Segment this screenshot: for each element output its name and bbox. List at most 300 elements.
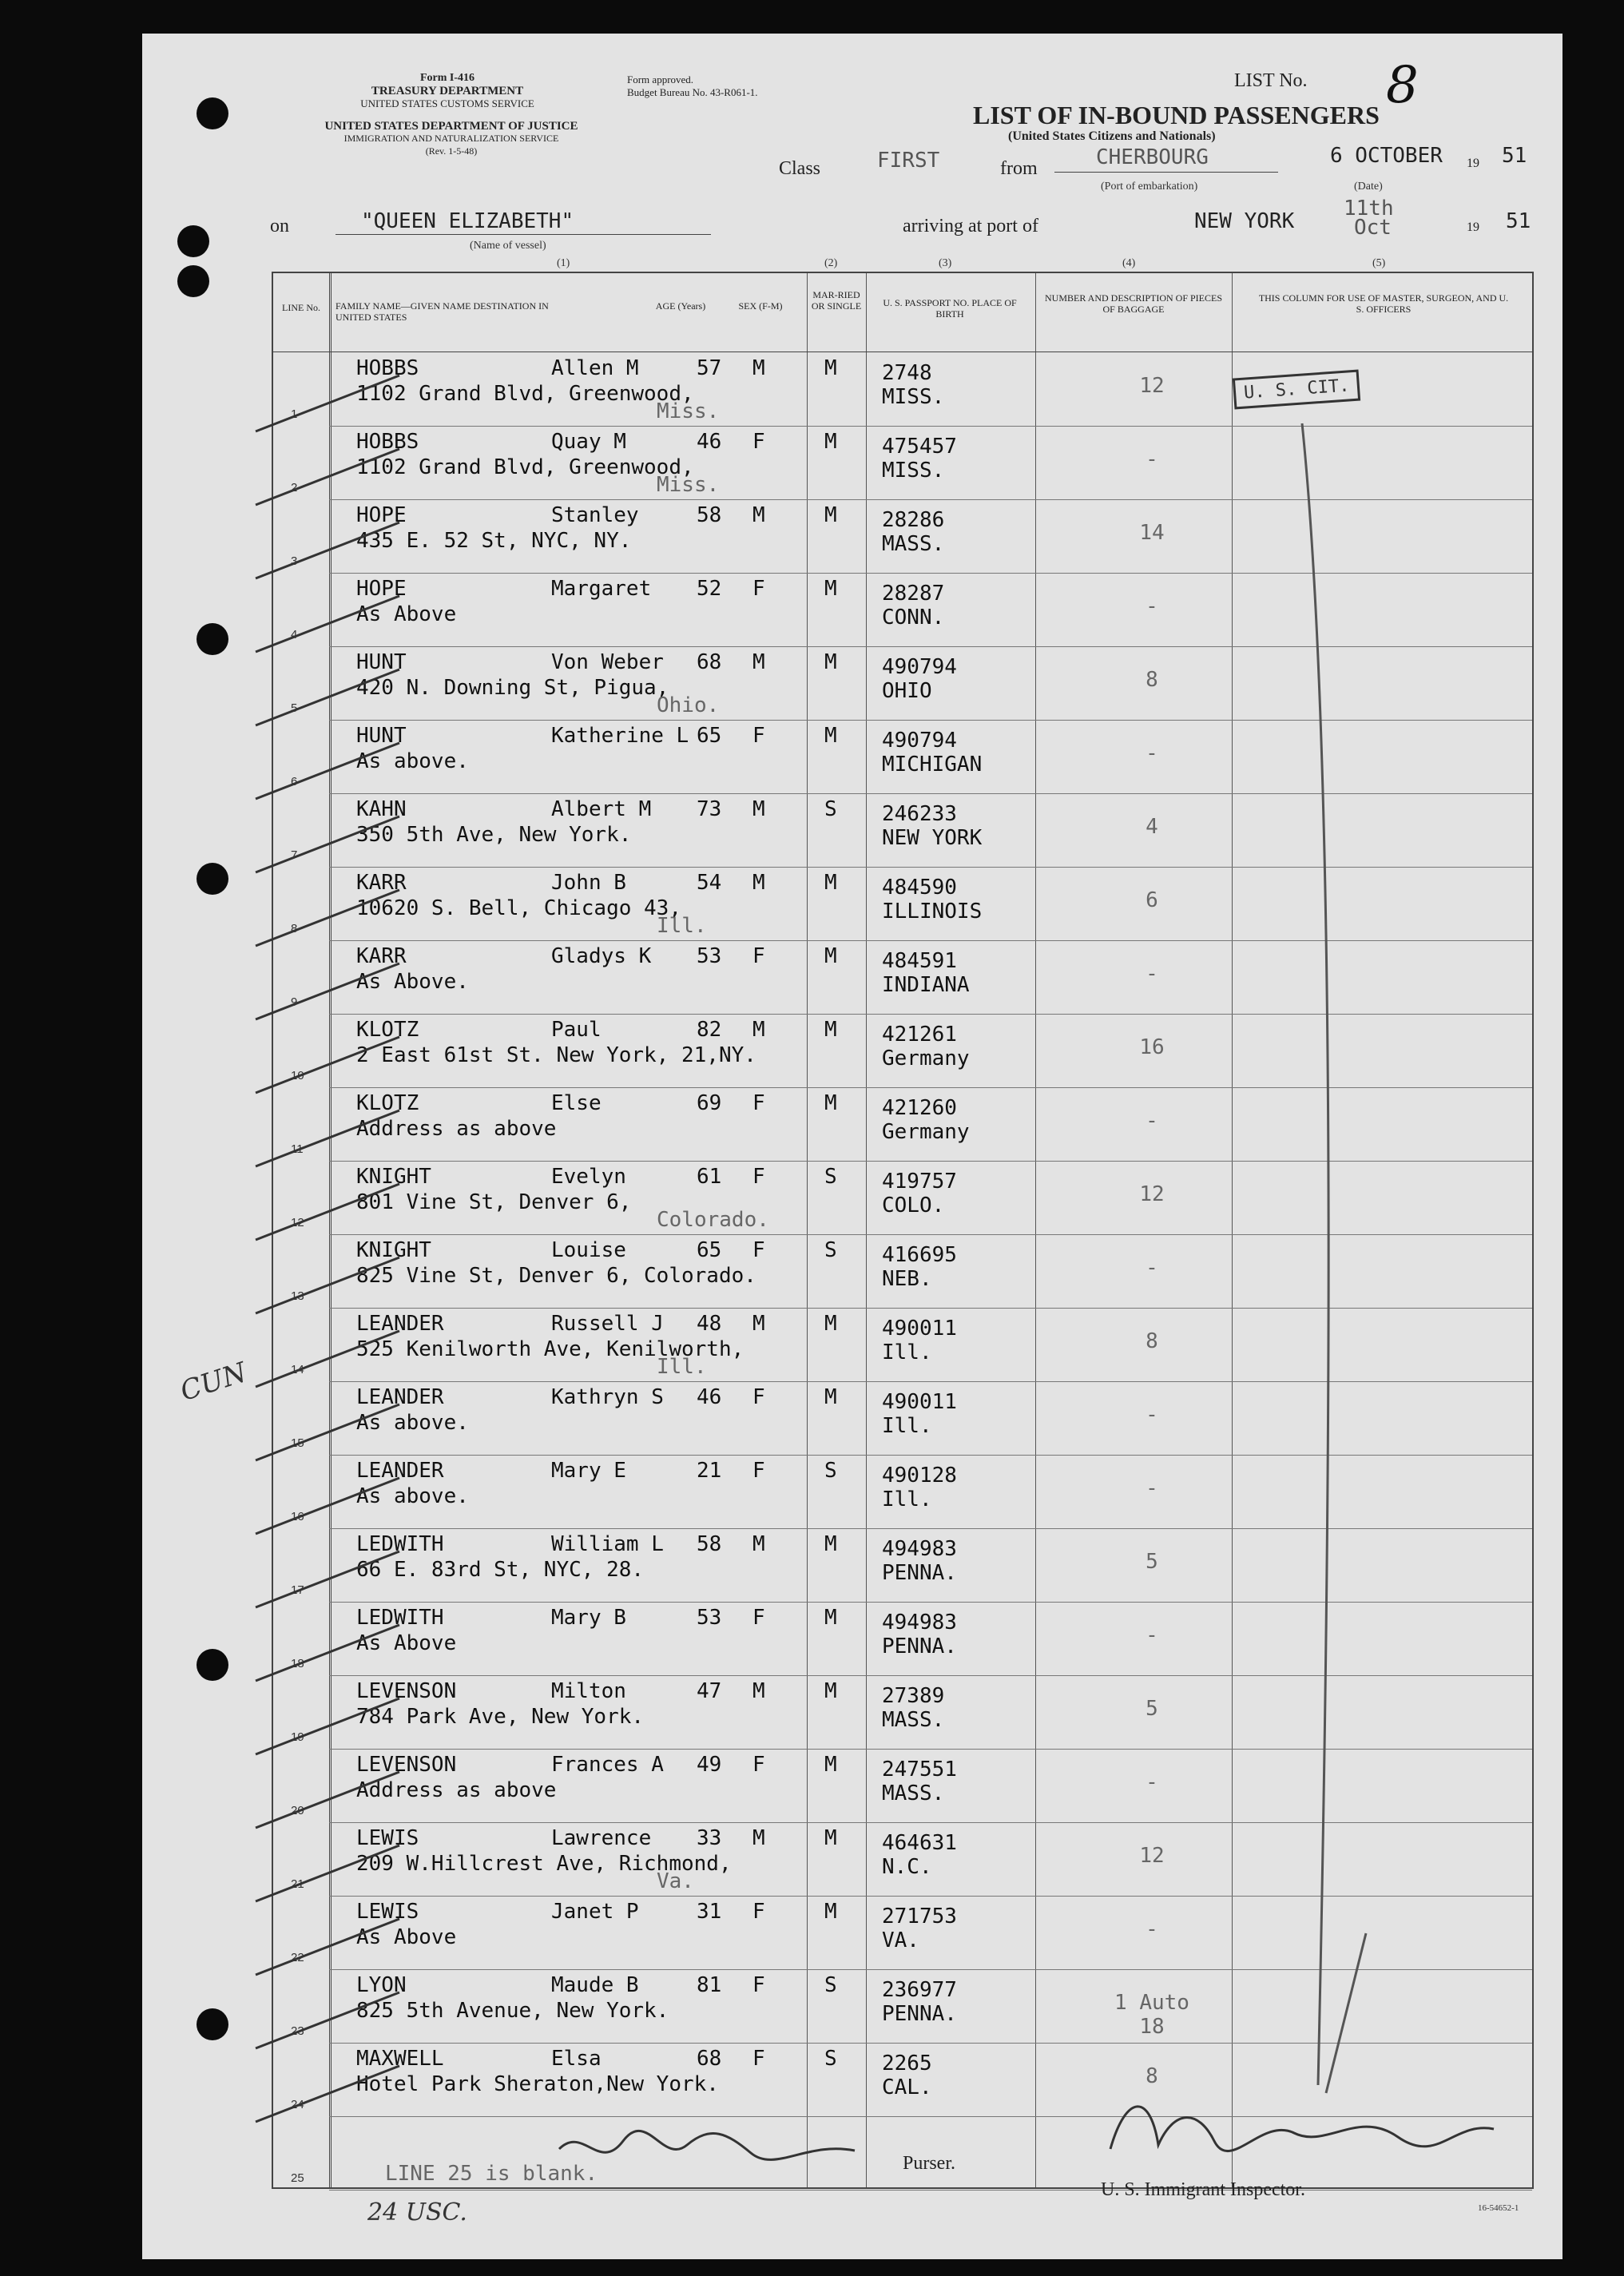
destination-address: 825 5th Avenue, New York. <box>356 1999 669 2023</box>
destination-address-cont: Ohio. <box>657 693 720 717</box>
baggage: - <box>1146 594 1158 618</box>
usc-note: 24 USC. <box>367 2199 467 2226</box>
arrival-port: NEW YORK <box>1194 209 1295 233</box>
line-number: 13 <box>291 1289 304 1303</box>
family-name: KLOTZ <box>356 1018 419 1042</box>
sex: F <box>752 1900 765 1924</box>
family-name: HOPE <box>356 577 407 601</box>
given-name: Elsa <box>551 2047 602 2071</box>
birth-place: COLO. <box>882 1194 945 1217</box>
birth-place: Germany <box>882 1047 970 1070</box>
form-code: 16-54652-1 <box>1478 2203 1519 2213</box>
age: 46 <box>697 430 722 454</box>
line-number: 22 <box>291 1951 304 1964</box>
baggage: 5 <box>1146 1550 1158 1574</box>
marital-status: M <box>824 430 837 454</box>
budget-bureau: Budget Bureau No. 43-R061-1. <box>627 86 758 98</box>
marital-status: M <box>824 356 837 380</box>
destination-address-cont: Miss. <box>657 399 720 423</box>
punch-hole <box>197 2008 228 2040</box>
passport-number: 2748 <box>882 361 932 385</box>
given-name: Allen M <box>551 356 639 380</box>
line-number: 18 <box>291 1657 304 1670</box>
family-name: KARR <box>356 944 407 968</box>
pencil-tick <box>256 669 399 725</box>
destination-address: Hotel Park Sheraton,New York. <box>356 2072 719 2096</box>
birth-place: Germany <box>882 1120 970 1144</box>
pencil-tick <box>256 1478 399 1534</box>
destination-address-cont: Ill. <box>657 914 707 938</box>
pencil-tick <box>256 1625 399 1681</box>
birth-place: PENNA. <box>882 1635 957 1658</box>
pencil-tick <box>256 1331 399 1387</box>
given-name: Gladys K <box>551 944 652 968</box>
sex: M <box>752 871 765 895</box>
line-number: 4 <box>291 628 298 641</box>
form-approved: Form approved. <box>627 73 694 85</box>
baggage: 12 <box>1139 1844 1165 1868</box>
line-number: 12 <box>291 1216 304 1229</box>
pencil-tick <box>256 1404 399 1460</box>
passport-number: 421261 <box>882 1023 957 1047</box>
passport-number: 2265 <box>882 2052 932 2075</box>
rule <box>336 234 711 235</box>
given-name: Frances A <box>551 1753 664 1777</box>
baggage: - <box>1146 1917 1158 1941</box>
birth-place: VA. <box>882 1928 919 1952</box>
family-name: HUNT <box>356 724 407 748</box>
pencil-tick <box>256 1919 399 1975</box>
birth-place: CAL. <box>882 2075 932 2099</box>
given-name: Mary B <box>551 1606 626 1630</box>
given-name: Evelyn <box>551 1165 626 1189</box>
destination-address: 209 W.Hillcrest Ave, Richmond, <box>356 1852 732 1876</box>
pencil-tick <box>256 1037 399 1093</box>
marital-status: M <box>824 1018 837 1042</box>
family-name: LEDWITH <box>356 1532 444 1556</box>
age: 47 <box>697 1679 722 1703</box>
pencil-ticks <box>240 367 607 2205</box>
line-number: 23 <box>291 2024 304 2038</box>
list-number: 8 <box>1386 56 1419 115</box>
pencil-tick <box>256 1845 399 1901</box>
baggage: 8 <box>1146 2064 1158 2088</box>
passport-number: 246233 <box>882 802 957 826</box>
family-name: LEANDER <box>356 1385 444 1409</box>
line-number: 11 <box>291 1142 304 1156</box>
given-name: John B <box>551 871 626 895</box>
marital-status: M <box>824 1900 837 1924</box>
col-header-age: AGE (Years) <box>655 300 706 312</box>
pencil-tick <box>256 596 399 652</box>
family-name: LEWIS <box>356 1826 419 1850</box>
age: 69 <box>697 1091 722 1115</box>
vessel-caption: (Name of vessel) <box>470 240 546 252</box>
sex: M <box>752 797 765 821</box>
passport-number: 419757 <box>882 1170 957 1194</box>
sex: F <box>752 1385 765 1409</box>
age: 53 <box>697 1606 722 1630</box>
col-header-sex: SEX (F-M) <box>738 300 783 312</box>
given-name: Louise <box>551 1238 626 1262</box>
punch-hole <box>197 863 228 895</box>
destination-address: As Above <box>356 1925 457 1949</box>
baggage: - <box>1146 1623 1158 1647</box>
list-number-label: LIST No. <box>1234 70 1308 91</box>
destination-address: Address as above <box>356 1117 557 1141</box>
birth-place: NEB. <box>882 1267 932 1291</box>
treasury-dept: TREASURY DEPARTMENT <box>371 85 524 97</box>
baggage: 4 <box>1146 815 1158 839</box>
embarkation-port: CHERBOURG <box>1096 145 1209 169</box>
baggage: 6 <box>1146 888 1158 912</box>
given-name: Lawrence <box>551 1826 652 1850</box>
baggage: 14 <box>1139 521 1165 545</box>
age: 68 <box>697 650 722 674</box>
col-header-baggage: NUMBER AND DESCRIPTION OF PIECES OF BAGGAGE <box>1044 292 1223 315</box>
destination-address: 825 Vine St, Denver 6, Colorado. <box>356 1264 756 1288</box>
line-number: 9 <box>291 995 298 1009</box>
column-number: (4) <box>1122 257 1136 269</box>
family-name: HOBBS <box>356 356 419 380</box>
given-name: Mary E <box>551 1459 626 1483</box>
marital-status: M <box>824 944 837 968</box>
passport-number: 28286 <box>882 508 945 532</box>
line-number: 1 <box>291 407 298 421</box>
arrival-year: 51 <box>1506 209 1531 233</box>
birth-place: NEW YORK <box>882 826 983 850</box>
marital-status: S <box>824 1165 837 1189</box>
destination-address-cont: Miss. <box>657 473 720 497</box>
marital-status: M <box>824 1826 837 1850</box>
pencil-tick <box>256 1257 399 1313</box>
passport-number: 490794 <box>882 655 957 679</box>
given-name: Katherine L <box>551 724 689 748</box>
destination-address-cont: Ill. <box>657 1355 707 1379</box>
pencil-tick <box>256 1698 399 1754</box>
baggage: - <box>1146 1476 1158 1500</box>
punch-hole <box>197 623 228 655</box>
marital-status: S <box>824 1973 837 1997</box>
marital-status: M <box>824 724 837 748</box>
arrival-month: Oct <box>1354 216 1392 240</box>
departure-year: 51 <box>1502 144 1527 168</box>
marital-status: M <box>824 577 837 601</box>
sex: F <box>752 430 765 454</box>
sex: F <box>752 1973 765 1997</box>
pencil-tick <box>256 375 399 431</box>
age: 68 <box>697 2047 722 2071</box>
pencil-tick <box>256 449 399 505</box>
age: 65 <box>697 724 722 748</box>
baggage: 12 <box>1139 374 1165 398</box>
pencil-tick <box>256 816 399 872</box>
sex: F <box>752 724 765 748</box>
destination-address: Address as above <box>356 1778 557 1802</box>
birth-place: Ill. <box>882 1488 932 1511</box>
family-name: KNIGHT <box>356 1165 431 1189</box>
family-name: LEDWITH <box>356 1606 444 1630</box>
col-header-line: LINE No. <box>282 302 320 313</box>
given-name: Russell J <box>551 1312 664 1336</box>
destination-address-cont: Va. <box>657 1869 694 1893</box>
age: 58 <box>697 503 722 527</box>
family-name: KAHN <box>356 797 407 821</box>
pencil-tick <box>256 1551 399 1607</box>
given-name: William L <box>551 1532 664 1556</box>
age: 65 <box>697 1238 722 1262</box>
birth-place: N.C. <box>882 1855 932 1879</box>
punch-hole <box>177 225 209 257</box>
age: 57 <box>697 356 722 380</box>
destination-address: As above. <box>356 1484 469 1508</box>
sex: M <box>752 1826 765 1850</box>
marital-status: S <box>824 2047 837 2071</box>
baggage: - <box>1146 1109 1158 1133</box>
ins-service: IMMIGRATION AND NATURALIZATION SERVICE <box>343 133 559 144</box>
col-header-name: FAMILY NAME—GIVEN NAME DESTINATION IN UNITED STATES <box>336 300 549 323</box>
given-name: Milton <box>551 1679 626 1703</box>
passport-number: 247551 <box>882 1758 957 1781</box>
sex: M <box>752 356 765 380</box>
form-revision: (Rev. 1-5-48) <box>425 145 478 157</box>
baggage: - <box>1146 1770 1158 1794</box>
destination-address: LINE 25 is blank. <box>385 2162 598 2186</box>
col-header-married: MAR-RIED OR SINGLE <box>811 289 862 312</box>
pencil-tick <box>256 890 399 946</box>
line-number: 20 <box>291 1804 304 1817</box>
birth-place: MISS. <box>882 459 945 483</box>
given-name: Albert M <box>551 797 652 821</box>
line-number: 6 <box>291 775 298 788</box>
pencil-tick <box>256 963 399 1019</box>
pencil-tick <box>256 2066 399 2122</box>
baggage: - <box>1146 447 1158 471</box>
birth-place: ILLINOIS <box>882 900 983 924</box>
marital-status: M <box>824 1679 837 1703</box>
departure-date: 6 OCTOBER <box>1330 144 1443 168</box>
given-name: Von Weber <box>551 650 664 674</box>
passport-number: 484590 <box>882 876 957 900</box>
baggage: 5 <box>1146 1697 1158 1721</box>
passport-number: 490794 <box>882 729 957 753</box>
line-number: 17 <box>291 1583 304 1597</box>
given-name: Janet P <box>551 1900 639 1924</box>
marital-status: M <box>824 503 837 527</box>
family-name: HOBBS <box>356 430 419 454</box>
birth-place: PENNA. <box>882 2002 957 2026</box>
age: 52 <box>697 577 722 601</box>
col-header-passport: U. S. PASSPORT NO. PLACE OF BIRTH <box>883 297 1017 320</box>
rule <box>1054 172 1278 173</box>
line-number: 10 <box>291 1069 304 1082</box>
birth-place: MASS. <box>882 532 945 556</box>
on-label: on <box>270 216 289 236</box>
punch-hole <box>177 265 209 297</box>
age: 53 <box>697 944 722 968</box>
justice-dept: UNITED STATES DEPARTMENT OF JUSTICE <box>324 120 578 133</box>
baggage: 12 <box>1139 1182 1165 1206</box>
vessel-name: "QUEEN ELIZABETH" <box>361 209 574 233</box>
age: 82 <box>697 1018 722 1042</box>
marital-status: M <box>824 871 837 895</box>
marital-status: M <box>824 1091 837 1115</box>
line-number: 24 <box>291 2098 304 2111</box>
pencil-tick <box>256 522 399 578</box>
form-title: LIST OF IN-BOUND PASSENGERS <box>973 101 1380 129</box>
form-number: Form I-416 <box>419 72 475 84</box>
baggage: - <box>1146 1403 1158 1427</box>
pencil-tick <box>256 1110 399 1166</box>
year-prefix: 19 <box>1467 220 1479 234</box>
birth-place: MISS. <box>882 385 945 409</box>
age: 49 <box>697 1753 722 1777</box>
passport-number: 27389 <box>882 1684 945 1708</box>
family-name: HUNT <box>356 650 407 674</box>
marital-status: S <box>824 797 837 821</box>
birth-place: PENNA. <box>882 1561 957 1585</box>
destination-address: As above. <box>356 749 469 773</box>
marital-status: M <box>824 1606 837 1630</box>
form-subtitle: (United States Citizens and Nationals) <box>1008 129 1216 143</box>
passport-number: 271753 <box>882 1905 957 1928</box>
sex: F <box>752 1091 765 1115</box>
age: 48 <box>697 1312 722 1336</box>
family-name: LEANDER <box>356 1459 444 1483</box>
pencil-tick <box>256 1992 399 2048</box>
marital-status: M <box>824 1753 837 1777</box>
age: 61 <box>697 1165 722 1189</box>
baggage: - <box>1146 1256 1158 1280</box>
marital-status: M <box>824 1312 837 1336</box>
pencil-stroke <box>1278 415 1374 2109</box>
column-number: (5) <box>1372 257 1386 269</box>
destination-address: As Above <box>356 1631 457 1655</box>
punch-hole <box>197 97 228 129</box>
passport-number: 28287 <box>882 582 945 606</box>
birth-place: CONN. <box>882 606 945 630</box>
given-name: Else <box>551 1091 602 1115</box>
age: 81 <box>697 1973 722 1997</box>
destination-address: 784 Park Ave, New York. <box>356 1705 645 1729</box>
sex: F <box>752 2047 765 2071</box>
age: 31 <box>697 1900 722 1924</box>
passport-number: 464631 <box>882 1831 957 1855</box>
purser-label: Purser. <box>903 2153 955 2174</box>
family-name: HOPE <box>356 503 407 527</box>
family-name: LEVENSON <box>356 1679 457 1703</box>
margin-note: CUN <box>176 1356 251 1408</box>
class-value: FIRST <box>877 149 940 173</box>
age: 46 <box>697 1385 722 1409</box>
baggage: 8 <box>1146 668 1158 692</box>
us-citizen-stamp: U. S. CIT. <box>1233 370 1361 410</box>
sex: F <box>752 1753 765 1777</box>
age: 33 <box>697 1826 722 1850</box>
customs-service: UNITED STATES CUSTOMS SERVICE <box>360 97 534 109</box>
line-number: 5 <box>291 701 298 715</box>
destination-address: As Above <box>356 602 457 626</box>
sex: F <box>752 577 765 601</box>
destination-address: 10620 S. Bell, Chicago 43, <box>356 896 681 920</box>
passport-number: 416695 <box>882 1243 957 1267</box>
sex: M <box>752 650 765 674</box>
sex: M <box>752 1018 765 1042</box>
sex: F <box>752 1459 765 1483</box>
destination-address-cont: Colorado. <box>657 1208 769 1232</box>
date-caption: (Date) <box>1354 181 1383 193</box>
family-name: KLOTZ <box>356 1091 419 1115</box>
destination-address: 1102 Grand Blvd, Greenwood, <box>356 382 694 406</box>
column-number: (2) <box>824 257 838 269</box>
line-number: 7 <box>291 848 298 862</box>
destination-address: 801 Vine St, Denver 6, <box>356 1190 632 1214</box>
passport-number: 484591 <box>882 949 957 973</box>
marital-status: S <box>824 1238 837 1262</box>
arriving-label: arriving at port of <box>903 216 1038 236</box>
column-number: (1) <box>557 257 570 269</box>
destination-address: 350 5th Ave, New York. <box>356 823 632 847</box>
age: 73 <box>697 797 722 821</box>
sex: M <box>752 1532 765 1556</box>
age: 54 <box>697 871 722 895</box>
family-name: LEWIS <box>356 1900 419 1924</box>
line-number: 3 <box>291 554 298 568</box>
line-number: 2 <box>291 481 298 495</box>
baggage: - <box>1146 741 1158 765</box>
line-number: 15 <box>291 1436 304 1450</box>
passport-number: 490011 <box>882 1317 957 1341</box>
given-name: Maude B <box>551 1973 639 1997</box>
age: 58 <box>697 1532 722 1556</box>
sex: M <box>752 1679 765 1703</box>
marital-status: S <box>824 1459 837 1483</box>
pencil-tick <box>256 743 399 799</box>
family-name: LEANDER <box>356 1312 444 1336</box>
passport-number: 475457 <box>882 435 957 459</box>
marital-status: M <box>824 650 837 674</box>
birth-place: Ill. <box>882 1341 932 1364</box>
given-name: Kathryn S <box>551 1385 664 1409</box>
passport-number: 236977 <box>882 1978 957 2002</box>
sex: F <box>752 1238 765 1262</box>
punch-hole <box>197 1649 228 1681</box>
marital-status: M <box>824 1532 837 1556</box>
port-emb-caption: (Port of embarkation) <box>1101 181 1198 193</box>
from-label: from <box>1000 158 1038 179</box>
arrival-day: 11th <box>1344 197 1394 220</box>
family-name: MAXWELL <box>356 2047 444 2071</box>
sex: F <box>752 1606 765 1630</box>
line-number: 14 <box>291 1363 304 1376</box>
family-name: KNIGHT <box>356 1238 431 1262</box>
passport-number: 494983 <box>882 1611 957 1635</box>
destination-address: 66 E. 83rd St, NYC, 28. <box>356 1558 645 1582</box>
sex: F <box>752 1165 765 1189</box>
destination-address: 420 N. Downing St, Pigua, <box>356 676 669 700</box>
line-number: 16 <box>291 1510 304 1523</box>
destination-address: 525 Kenilworth Ave, Kenilworth, <box>356 1337 744 1361</box>
col-header-officers: THIS COLUMN FOR USE OF MASTER, SURGEON, AND U. S. OFFICERS <box>1258 292 1509 315</box>
class-label: Class <box>779 158 821 179</box>
destination-address: 435 E. 52 St, NYC, NY. <box>356 529 632 553</box>
birth-place: MASS. <box>882 1781 945 1805</box>
marital-status: M <box>824 1385 837 1409</box>
family-name: LEVENSON <box>356 1753 457 1777</box>
given-name: Margaret <box>551 577 652 601</box>
pencil-tick <box>256 1772 399 1828</box>
pencil-tick <box>256 1184 399 1240</box>
